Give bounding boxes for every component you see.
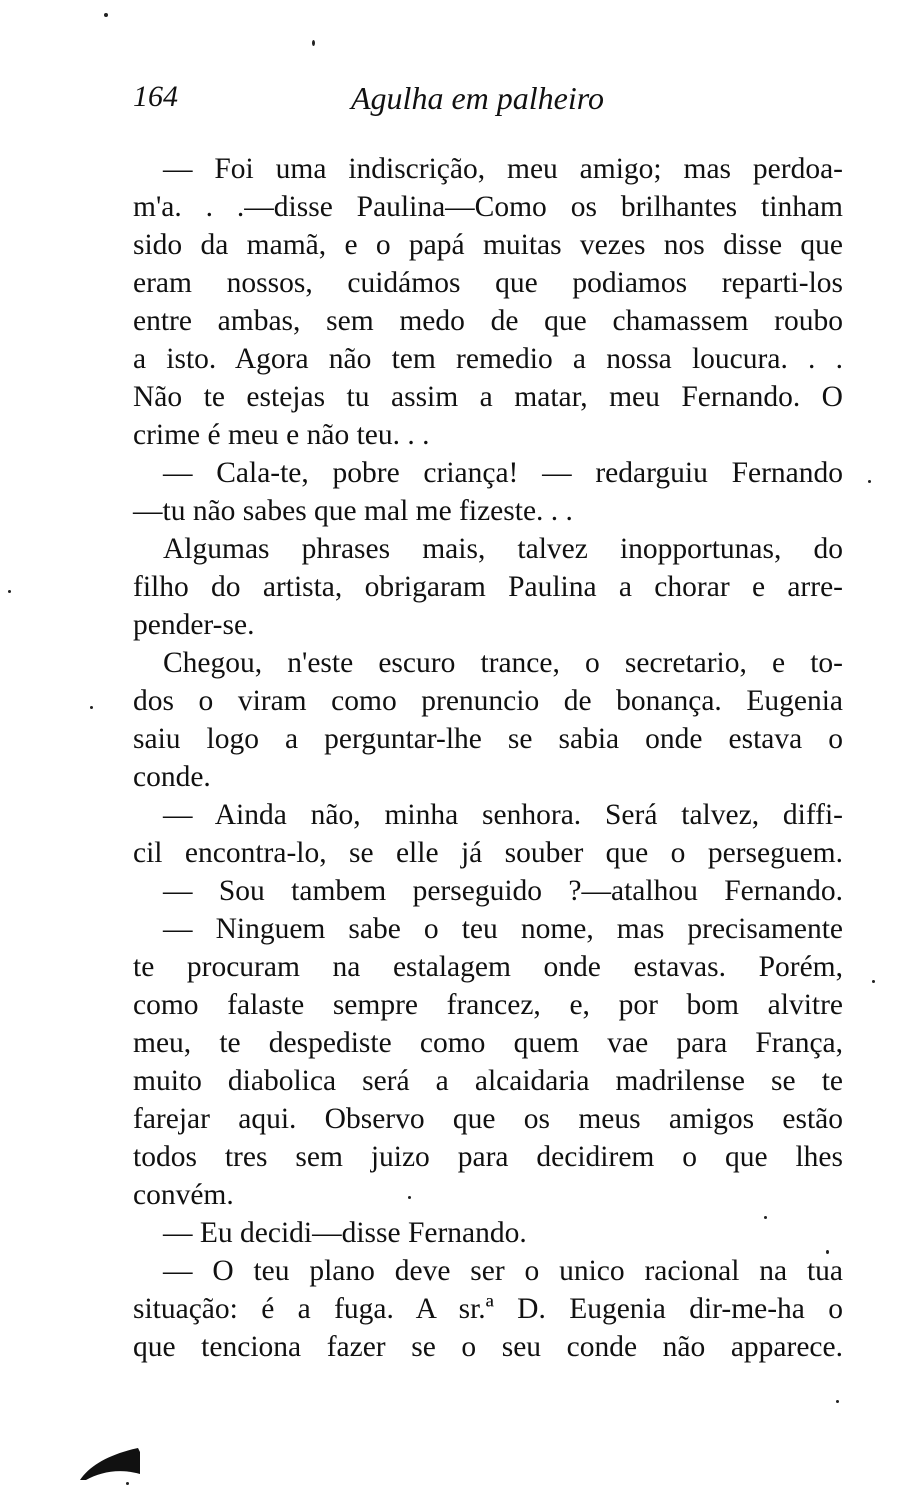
text-line: crime é meu e não teu. . . (133, 419, 430, 451)
text-line: eram nossos, cuidámos que podiamos reparti-los (133, 267, 843, 299)
text-line: convém. (133, 1179, 234, 1211)
scan-speck (872, 980, 875, 983)
text-line: — Sou tambem perseguido ?—atalhou Fernando. (163, 875, 843, 907)
text-line: Algumas phrases mais, talvez inopportunas, do (163, 533, 843, 565)
scan-speck (312, 40, 315, 46)
scan-speck (836, 1400, 839, 1403)
running-title: Agulha em palheiro (351, 80, 604, 116)
text-line: entre ambas, sem medo de que chamassem roubo (133, 305, 843, 337)
text-line: como falaste sempre francez, e, por bom alvitre (133, 989, 843, 1021)
text-line: farejar aqui. Observo que os meus amigos estão (133, 1103, 843, 1135)
text-line: — Eu decidi—disse Fernando. (163, 1217, 527, 1249)
scan-speck (868, 480, 871, 483)
text-line: Chegou, n'este escuro trance, o secretario, e to- (163, 647, 843, 679)
text-line: cil encontra-lo, se elle já souber que o perseguem. (133, 837, 843, 869)
text-line: meu, te despediste como quem vae para França, (133, 1027, 843, 1059)
text-line: muito diabolica será a alcaidaria madrilense se te (133, 1065, 843, 1097)
scan-speck (90, 706, 93, 709)
text-line: — Foi uma indiscrição, meu amigo; mas perdoa- (163, 153, 843, 185)
scan-speck (826, 1250, 829, 1254)
text-line: filho do artista, obrigaram Paulina a chorar e arre- (133, 571, 843, 603)
body-text (133, 150, 843, 1366)
text-line: sido da mamã, e o papá muitas vezes nos disse que (133, 229, 843, 261)
text-line: conde. (133, 761, 211, 793)
text-line: — O teu plano deve ser o unico racional na tua (163, 1255, 843, 1287)
ink-blot-mark (80, 1440, 140, 1480)
text-line: m'a. . .—disse Paulina—Como os brilhantes tinham (133, 191, 843, 223)
text-line: saiu logo a perguntar-lhe se sabia onde estava o (133, 723, 843, 755)
text-line: — Ninguem sabe o teu nome, mas precisamente (163, 913, 843, 945)
scan-speck (408, 1196, 411, 1199)
text-line: a isto. Agora não tem remedio a nossa loucura. . . (133, 343, 843, 375)
text-line: —tu não sabes que mal me fizeste. . . (133, 495, 573, 527)
text-line: que tenciona fazer se o seu conde não apparece. (133, 1331, 843, 1363)
text-line: — Cala-te, pobre criança! — redarguiu Fernando (163, 457, 843, 489)
page-header (133, 80, 843, 130)
scan-speck (104, 13, 108, 17)
text-line: situação: é a fuga. A sr.ª D. Eugenia dir-me-ha o (133, 1293, 843, 1325)
text-line: pender-se. (133, 609, 255, 641)
text-line: Não te estejas tu assim a matar, meu Fernando. O (133, 381, 843, 413)
text-line: — Ainda não, minha senhora. Será talvez, diffi- (163, 799, 843, 831)
text-line: dos o viram como prenuncio de bonança. Eugenia (133, 685, 843, 717)
page-number: 164 (133, 80, 178, 113)
scan-speck (126, 1482, 129, 1485)
scan-speck (764, 1216, 767, 1219)
scan-speck (8, 590, 11, 593)
text-line: te procuram na estalagem onde estavas. Porém, (133, 951, 843, 983)
text-line: todos tres sem juizo para decidirem o que lhes (133, 1141, 843, 1173)
